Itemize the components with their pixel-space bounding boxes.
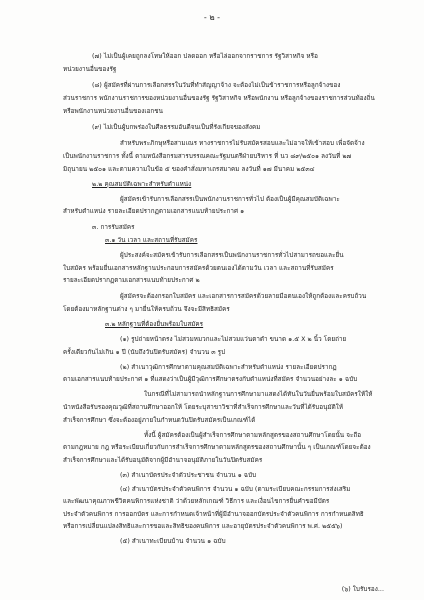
section-heading: ๓.๒ หลักฐานที่ต้องยื่นพร้อมใบสมัคร	[105, 321, 204, 328]
text-line: โดยต้องมาหลักฐานต่าง ๆ มายื่นให้ครบถ้วน จึงจะมีสิทธิสมัคร	[63, 306, 230, 313]
text-line: ส่วนราชการ พนักงานราชการของหน่วยงานอื่นของรัฐ รัฐวิสาหกิจ หรือพนักงาน หรือลูกจ้างของราชการส่วนท้องถิ่น	[63, 95, 375, 102]
section-heading: ๒.๒ คุณสมบัติเฉพาะสำหรับตำแหน่ง	[92, 181, 192, 188]
text-line: หรือพนักงานหน่วยงานอื่นของเอกชน	[63, 108, 163, 115]
text-line: ใบสมัคร พร้อมยื่นเอกสารหลักฐานประกอบการสมัครด้วยตนเองได้ตามวัน เวลา และสถานที่รับสมัคร	[63, 265, 334, 272]
section-heading: ๓. การรับสมัคร	[92, 224, 135, 231]
text-line: ครั้งเดียวกันไม่เกิน ๑ ปี (นับถึงวันปิดรับสมัคร) จำนวน ๓ รูป	[63, 349, 226, 356]
section-heading: ๓.๑ วัน เวลา และสถานที่รับสมัคร	[105, 237, 198, 244]
text-line: (๓) สำเนาบัตรประจำตัวประชาชน จำนวน ๑ ฉบับ	[120, 472, 257, 479]
text-line: ตามเอกสารแนบท้ายประกาศ ๑ ที่แสดงว่าเป็นผู้มีวุฒิการศึกษาตรงกับตำแหน่งที่สมัคร จำนวนอย่างละ ๑ ฉบับ	[63, 376, 358, 383]
text-line: และพัฒนาคุณภาพชีวิตคนพิการแห่งชาติ ว่าด้วยหลักเกณฑ์ วิธีการ และเงื่อนไขการยื่นคำขอมีบัตร	[63, 498, 330, 505]
text-line: (๒) สำเนาวุฒิการศึกษาตามคุณสมบัติเฉพาะสำหรับตำแหน่ง รายละเอียดปรากฏ	[120, 364, 337, 371]
page-number: - ๒ -	[203, 13, 221, 22]
continuation-note: (๖) ใบรับรอง...	[341, 586, 384, 593]
text-line: มิถุนายน ๒๕๐๑ และตามความในข้อ ๕ ของคำสั่งมหาเถรสมาคม ลงวันที่ ๑๗ มีนาคม ๒๕๓๔	[63, 166, 315, 173]
text-line: นำหนังสือรับรองคุณวุฒิที่สถานศึกษาออกให้ โดยระบุสาขาวิชาที่สำเร็จการศึกษาและวันที่ได้รับอนุมัติให้	[63, 404, 344, 411]
text-line: ผู้ประสงค์จะสมัครเข้ารับการเลือกสรรเป็นพนักงานราชการทั่วไปสามารถขอและยื่น	[120, 252, 344, 259]
text-line: สำหรับตำแหน่ง รายละเอียดปรากฏตามเอกสารแนบท้ายประกาศ ๑	[63, 208, 245, 215]
text-line: ตามกฎหมาย กฎ หรือระเบียบเกี่ยวกับการสำเร็จการศึกษาตามหลักสูตรของสถานศึกษานั้น ๆ เป็นเกณฑ์โดยจะต้อง	[63, 444, 371, 451]
text-line: รายละเอียดปรากฏตามเอกสารแนบท้ายประกาศ ๒	[63, 277, 200, 284]
text-line: ประจำตัวคนพิการ การออกบัตร และการกำหนดเจ้าหน้าที่ผู้มีอำนาจออกบัตรประจำตัวคนพิการ การกำหนดสิทธิ	[63, 511, 364, 518]
text-line: สำหรับพระภิกษุหรือสามเณร ทางราชการไม่รับสมัครสอบและไม่อาจให้เข้าสอบ เพื่อจัดจ้าง	[120, 140, 365, 147]
text-line: (๗) ไม่เป็นผู้เคยถูกลงโทษให้ออก ปลดออก หรือไล่ออกจากราชการ รัฐวิสาหกิจ หรือ	[92, 53, 318, 60]
text-line: (๘) ผู้สมัครที่ผ่านการเลือกสรรในวันที่ทำสัญญาจ้าง จะต้องไม่เป็นข้าราชการหรือลูกจ้างของ	[92, 82, 341, 89]
text-line: หน่วยงานอื่นของรัฐ	[63, 66, 117, 73]
text-line: (๔) สำเนาบัตรประจำตัวคนพิการ จำนวน ๑ ฉบับ (ตามระเบียบคณะกรรมการส่งเสริม	[120, 486, 351, 493]
text-line: (๙) ไม่เป็นผู้บกพร่องในศีลธรรมอันดีจนเป็นที่รังเกียจของสังคม	[92, 124, 261, 131]
text-line: ในกรณีที่ไม่สามารถนำหลักฐานการศึกษามาแสดงได้ทันในวันยื่นพร้อมใบสมัครให้ให้	[144, 391, 373, 398]
text-line: สำเร็จการศึกษา ซึ่งจะต้องอยู่ภายในกำหนดวันปิดรับสมัครเป็นเกณฑ์ได้	[63, 417, 256, 424]
text-line: เป็นพนักงานราชการ ทั้งนี้ ตามหนังสือกรมสารบรรณคณะรัฐมนตรีฝ่ายบริหาร ที่ นว ๘๙/๒๕๐๑ ลงวันที่ ๒๗	[63, 153, 352, 160]
text-line: ผู้สมัครเข้ารับการเลือกสรรเป็นพนักงานราชการทั่วไป ต้องเป็นผู้มีคุณสมบัติเฉพาะ	[120, 196, 340, 203]
text-line: หรือการเปลี่ยนแปลงสิทธิและการขอและสิทธิของคนพิการ และอายุบัตรประจำตัวคนพิการ พ.ศ. ๒๕๕๖)	[63, 523, 343, 530]
text-line: (๕) สำเนาทะเบียนบ้าน จำนวน ๑ ฉบับ	[120, 538, 226, 545]
text-line: ทั้งนี้ ผู้สมัครต้องเป็นผู้สำเร็จการศึกษาตามหลักสูตรของสถานศึกษาโดยนั้น จะถือ	[144, 432, 362, 439]
text-line: ผู้สมัครจะต้องกรอกใบสมัคร และเอกสารการสมัครด้วยลายมือตนเองให้ถูกต้องและครบถ้วน	[120, 293, 367, 300]
text-line: (๑) รูปถ่ายหน้าตรง ไม่สวมหมวกและไม่สวมแว่นตาดำ ขนาด ๑.๕ X ๒ นิ้ว โดยถ่าย	[120, 336, 347, 343]
text-line: สำเร็จการศึกษาและได้รับอนุมัติจากผู้มีอำนาจอนุมัติภายในวันปิดรับสมัคร	[63, 457, 263, 464]
